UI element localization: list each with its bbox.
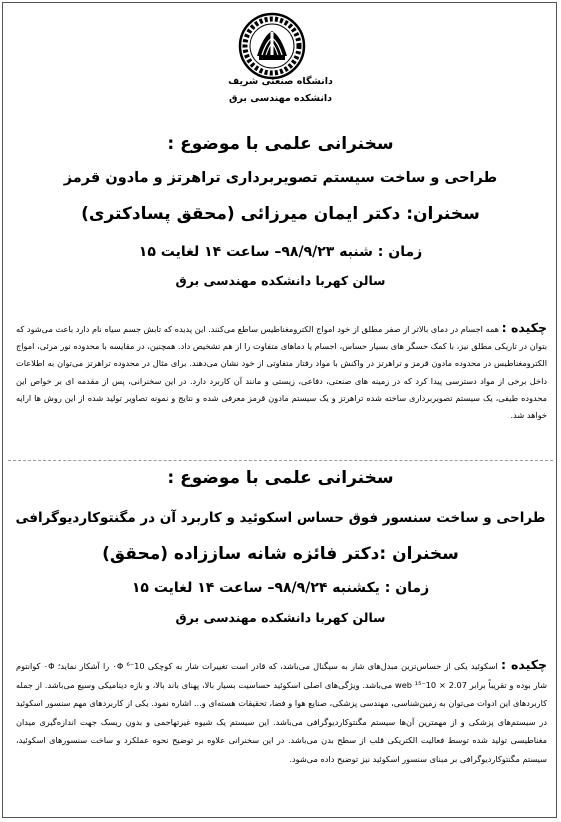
talk2-abstract-text: اسکوئید یکی از حساس‌ترین مبدل‌های شار به سیگنال می‌باشد، که قادر است تغییرات شار به کوچکی ۰Φ ⁶⁻10 را آشکار نماید؛ ۰Φ کوانتوم شار بوده و تقریباً برابر web ¹⁵⁻10 × 2.07 می‌باشد. ویژگی‌های اصلی اسکوئید حساسیت بسیار بالا، پهنای باند بالا، و بازه دینامیکی وسیع می‌باشد. از جمله کاربردهای این ادوات می‌توان به زمین‌شناسی، مهندسی پزشکی، صنایع هوا و فضا، تحقیقات هسته‌ای و... اشاره نمود. یکی از کاربردهای مهم سنسور اسکوئید در سیستم‌های پزشکی و از مهمترین آن‌ها سیستم مگنتوکاردیوگرافی می‌باشد. این سیستم یک شیوه غیرتهاجمی و بدون ریسک جهت اندازه‌گیری میدان مغناطیسی تولید شده توسط فعالیت الکتریکی قلب از سطح بدن می‌باشد. در این سخنرانی علاوه بر توضیح نحوه عملکرد و ساخت سنسورهای اسکوئید، سیستم مگنتوکاردیوگرافی بر مبنای سنسور اسکوئید نیز توضیح داده می‌شود. — [16, 661, 547, 764]
talk2-abstract-label: چکیده : — [501, 657, 547, 672]
talk2-abstract — [16, 656, 547, 768]
university-name: دانشگاه صنعتی شریف — [228, 76, 333, 87]
talk2-heading: سخنرانی علمی با موضوع : — [167, 468, 394, 488]
section-divider — [8, 460, 553, 461]
talk1-speaker: سخنران: دکتر ایمان میرزائی (محقق پسادکتری) — [81, 204, 480, 224]
talk2-venue: سالن کهربا دانشکده مهندسی برق — [175, 610, 386, 625]
institution-header — [0, 73, 561, 107]
talk1-abstract-text: همه اجسام در دمای بالاتر از صفر مطلق از خود امواج الکترومغناطیس ساطع می‌کنند. این پدیده که تابش جسم سیاه نام دارد باعث می‌شود که بتوان در تاریکی مطلق نیز، با کمک حسگر های بسیار حساس، اجسام یا دماهای متفاوت را از هم تشخیص داد. همچنین، در مقایسه با محدوده نور مرئی، امواج الکترومغناطیس در محدوده مادون قرمز و تراهرتز در واکنش با مواد رفتار متفاوتی از خود نشان می‌دهند. برای مثال در محدوده تراهرتز می‌توان به اطلاعات داخل برخی از مواد دسترسی پیدا کرد که در زمینه های صنعتی، دفاعی، زیستی و مانند آن کاربرد دارد. در این سخنرانی، پس از مقدمه ای بر خواص این محدوده طیفی، یک سیستم تصویربرداری ساخته شده تراهرتز و یک سیستم مادون قرمز معرفی شده و نتایج و نمونه تصاویر تولید شده از این روش ها ارایه خواهد شد. — [16, 324, 547, 421]
sharif-university-logo — [238, 12, 306, 80]
talk1-time: زمان : شنبه ۹۸/۹/۲۳– ساعت ۱۴ لغایت ۱۵ — [138, 244, 423, 260]
talk1-heading: سخنرانی علمی با موضوع : — [167, 134, 394, 154]
talk1-title: طراحی و ساخت سیستم تصویربرداری تراهرتز و مادون قرمز — [63, 170, 498, 186]
talk2-time: زمان : یکشنبه ۹۸/۹/۲۴– ساعت ۱۴ لغایت ۱۵ — [131, 580, 430, 596]
talk2-speaker: سخنران :دکتر فائزه شانه ساززاده (محقق) — [102, 544, 459, 564]
talk1-abstract-label: چکیده : — [501, 320, 547, 335]
talk1-abstract — [16, 319, 547, 424]
talk1-venue: سالن کهربا دانشکده مهندسی برق — [175, 273, 386, 288]
faculty-name: دانشکده مهندسی برق — [228, 93, 333, 104]
talk2-title: طراحی و ساخت سنسور فوق حساس اسکوئید و کاربرد آن در مگنتوکاردیوگرافی — [15, 510, 546, 526]
